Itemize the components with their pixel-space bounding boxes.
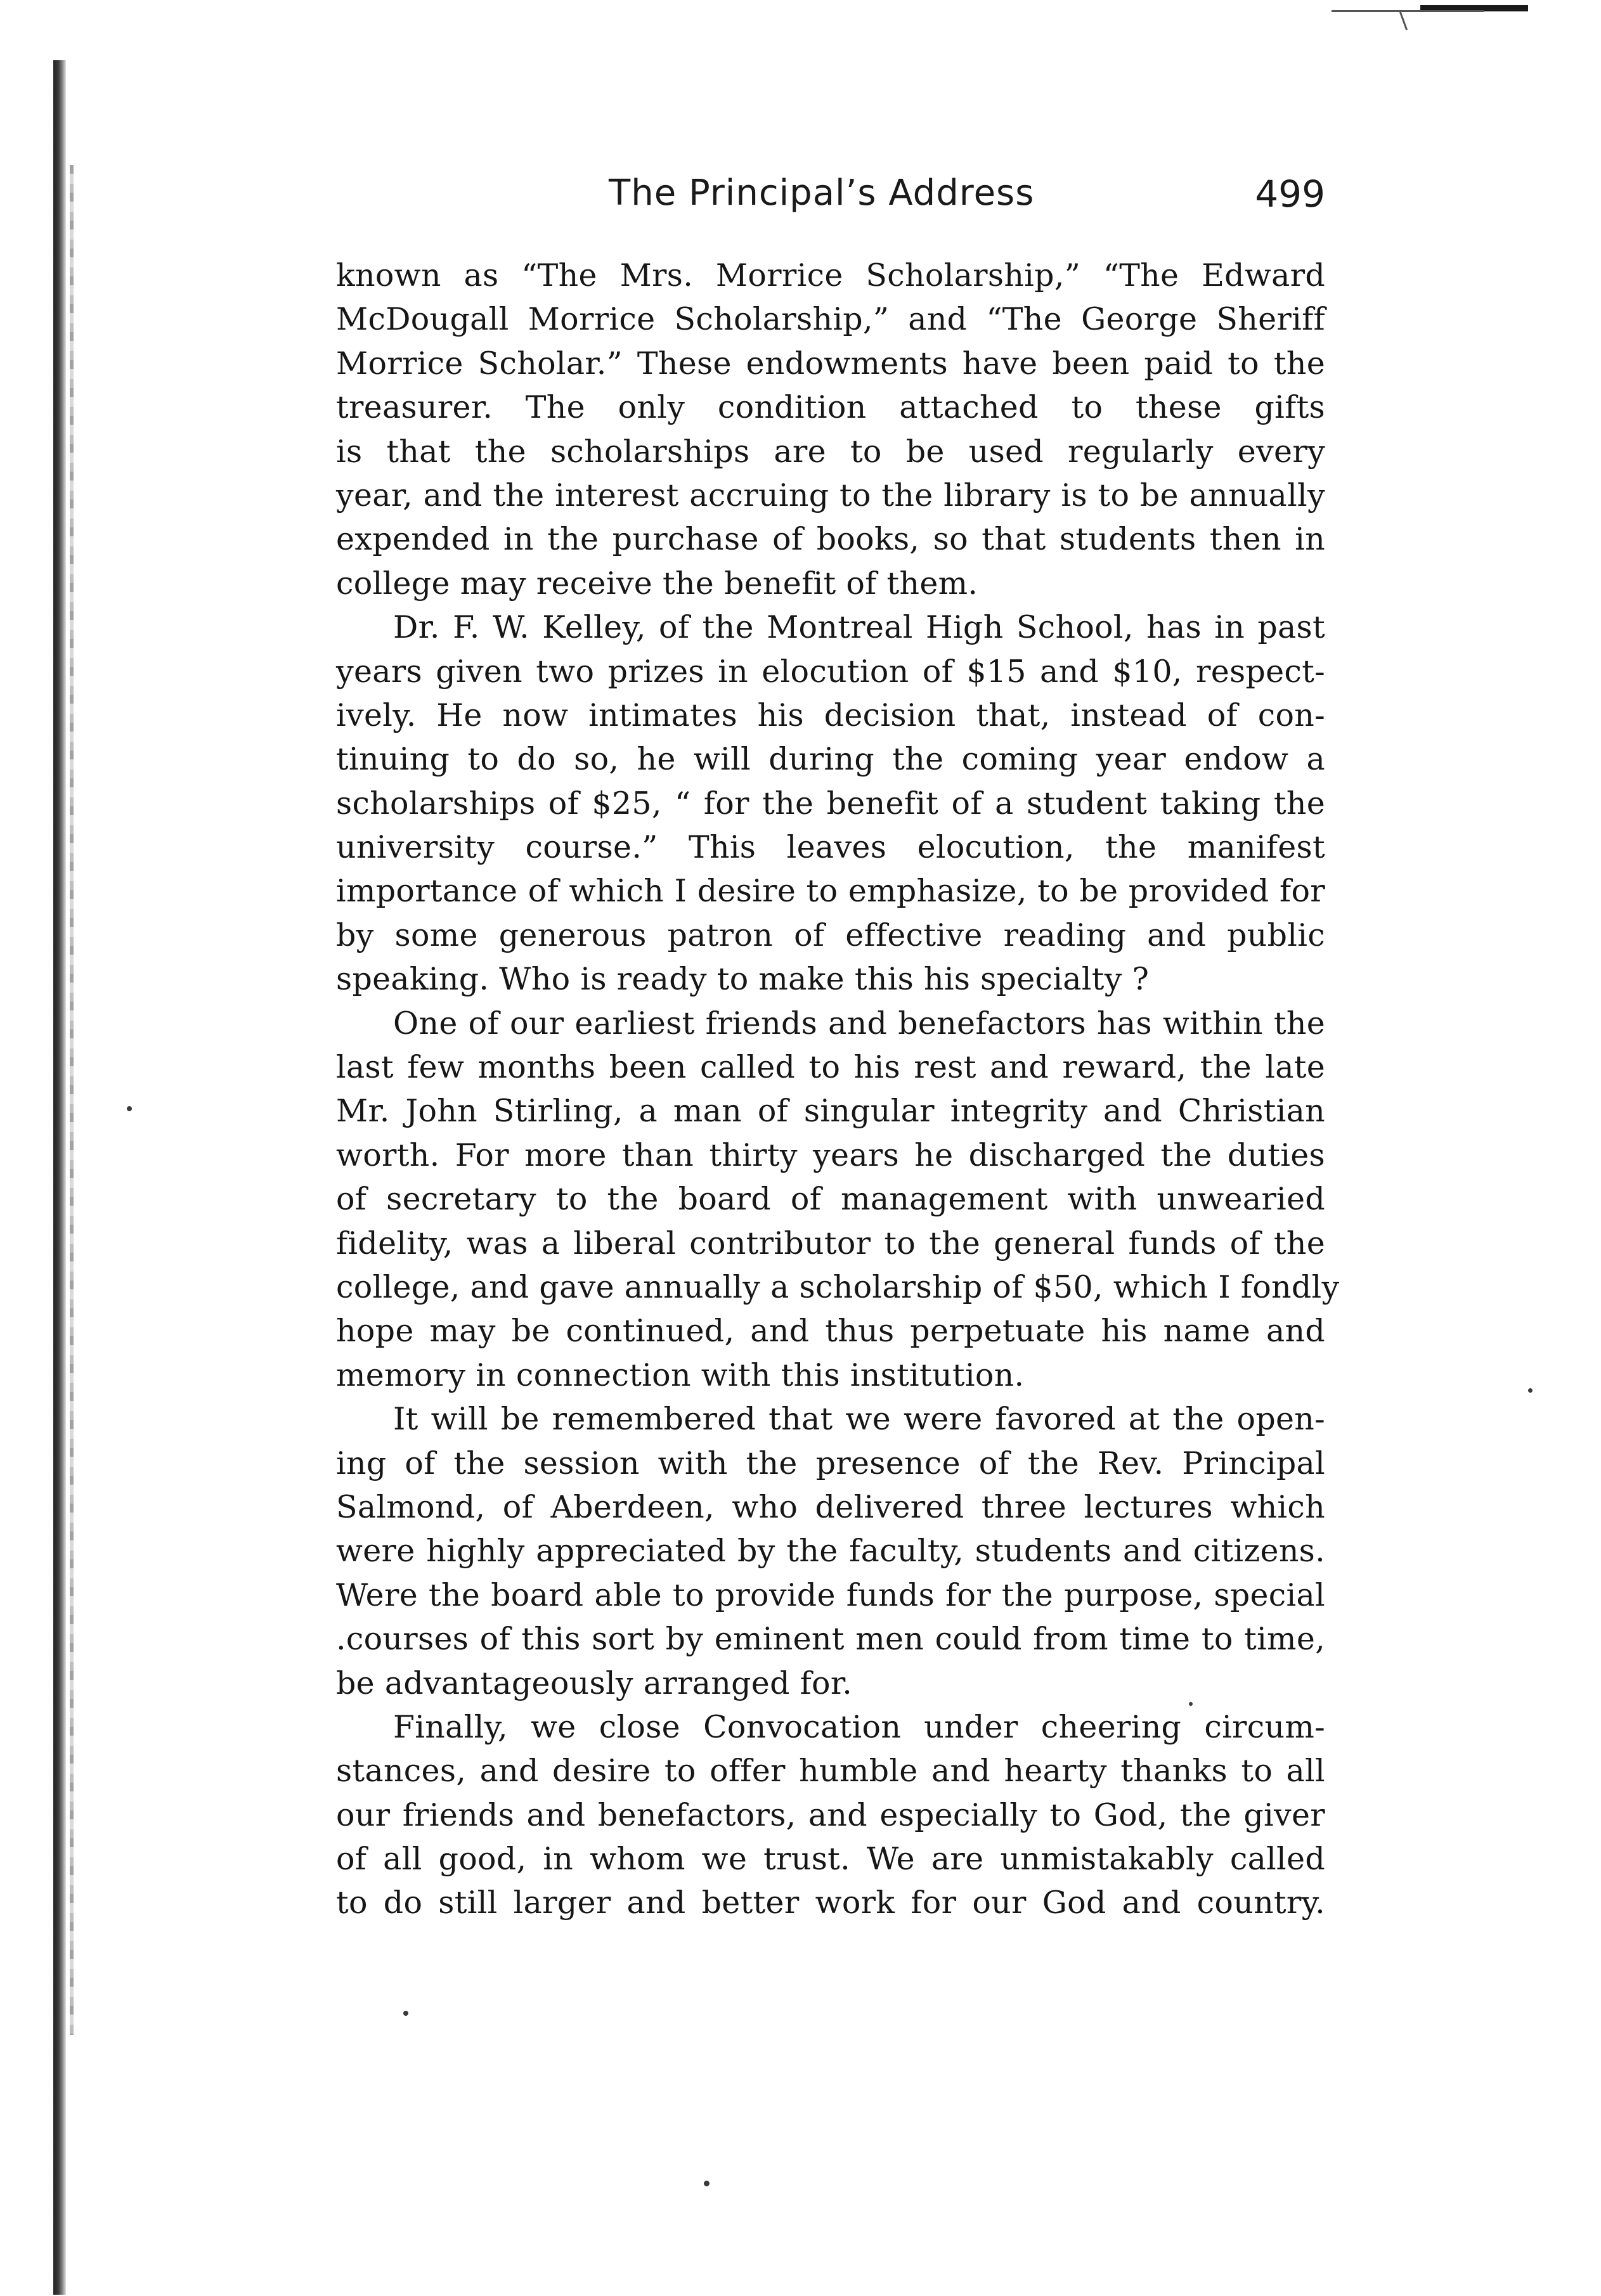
text-line: McDougall Morrice Scholarship,” and “The George Sheriff xyxy=(336,301,1325,338)
ink-speck xyxy=(1528,1388,1533,1393)
text-line: year, and the interest accruing to the library is to be annually xyxy=(336,477,1325,513)
text-line: speaking. Who is ready to make this his specialty ? xyxy=(336,961,1150,998)
text-line: college, and gave annually a scholarship of $50, which I fondly xyxy=(336,1268,1340,1305)
body-text xyxy=(336,254,1340,1925)
text-line: Were the board able to provide funds for the purpose, special xyxy=(336,1577,1325,1613)
text-line: known as “The Mrs. Morrice Scholarship,” “The Edward xyxy=(336,257,1325,293)
text-line: treasurer. The only condition attached to these gifts xyxy=(336,389,1325,426)
text-line: our friends and benefactors, and especially to God, the giver xyxy=(336,1796,1325,1833)
text-line: scholarships of $25, “ for the benefit of a student taking the xyxy=(336,785,1325,822)
text-line: memory in connection with this institution. xyxy=(336,1357,1025,1393)
ink-speck xyxy=(704,2181,710,2186)
text-line: college may receive the benefit of them. xyxy=(336,565,978,602)
text-line: by some generous patron of effective reading and public xyxy=(336,917,1325,953)
text-line: university course.” This leaves elocution, the manifest xyxy=(336,829,1325,866)
text-line: be advantageously arranged for. xyxy=(336,1665,853,1701)
text-line: years given two prizes in elocution of $15 and $10, respect- xyxy=(336,653,1325,690)
text-line: ively. He now intimates his decision that, instead of con- xyxy=(336,697,1325,733)
text-line: of secretary to the board of management with unwearied xyxy=(336,1181,1325,1218)
text-line: Morrice Scholar.” These endowments have been paid to the xyxy=(336,345,1325,382)
text-line: worth. For more than thirty years he discharged the duties xyxy=(336,1137,1325,1173)
text-line: tinuing to do so, he will during the coming year endow a xyxy=(336,741,1325,778)
text-line: importance of which I desire to emphasize, to be provided for xyxy=(336,873,1325,910)
binding-shadow-texture xyxy=(70,165,74,2035)
text-line: expended in the purchase of books, so that students then in xyxy=(336,521,1325,558)
paragraph-first-line: One of our earliest friends and benefactors has within the xyxy=(393,1005,1325,1042)
text-line: Salmond, of Aberdeen, who delivered three lectures which xyxy=(336,1488,1325,1525)
page-number: 499 xyxy=(1255,172,1325,216)
text-line: last few months been called to his rest and reward, the late xyxy=(336,1049,1325,1086)
text-line: is that the scholarships are to be used regularly every xyxy=(336,433,1325,470)
ink-speck xyxy=(403,2011,408,2016)
scan-artifact-line xyxy=(1332,10,1484,12)
text-line: of all good, in whom we trust. We are unmistakably called xyxy=(336,1841,1325,1878)
text-line: hope may be continued, and thus perpetuate his name and xyxy=(336,1313,1325,1350)
paragraph-first-line: Dr. F. W. Kelley, of the Montreal High School, has in past xyxy=(393,609,1325,646)
paragraph-first-line: It will be remembered that we were favored at the open- xyxy=(393,1401,1325,1438)
text-line: stances, and desire to offer humble and hearty thanks to all xyxy=(336,1753,1325,1790)
text-line: ing of the session with the presence of the Rev. Principal xyxy=(336,1445,1325,1481)
text-line: fidelity, was a liberal contributor to the general funds of the xyxy=(336,1225,1325,1261)
text-line: were highly appreciated by the faculty, students and citizens. xyxy=(336,1533,1325,1570)
running-title: The Principal’s Address xyxy=(609,172,1035,214)
ink-speck xyxy=(127,1106,132,1111)
text-line: Mr. John Stirling, a man of singular integrity and Christian xyxy=(336,1093,1325,1130)
text-line: to do still larger and better work for our God and country. xyxy=(336,1885,1325,1921)
text-line: .courses of this sort by eminent men could from time to time, xyxy=(336,1621,1325,1658)
running-head xyxy=(330,172,1325,242)
scan-artifact-tick xyxy=(1399,11,1408,30)
paragraph-first-line: Finally, we close Convocation under cheering circum- xyxy=(393,1708,1325,1745)
binding-shadow xyxy=(53,60,66,2295)
